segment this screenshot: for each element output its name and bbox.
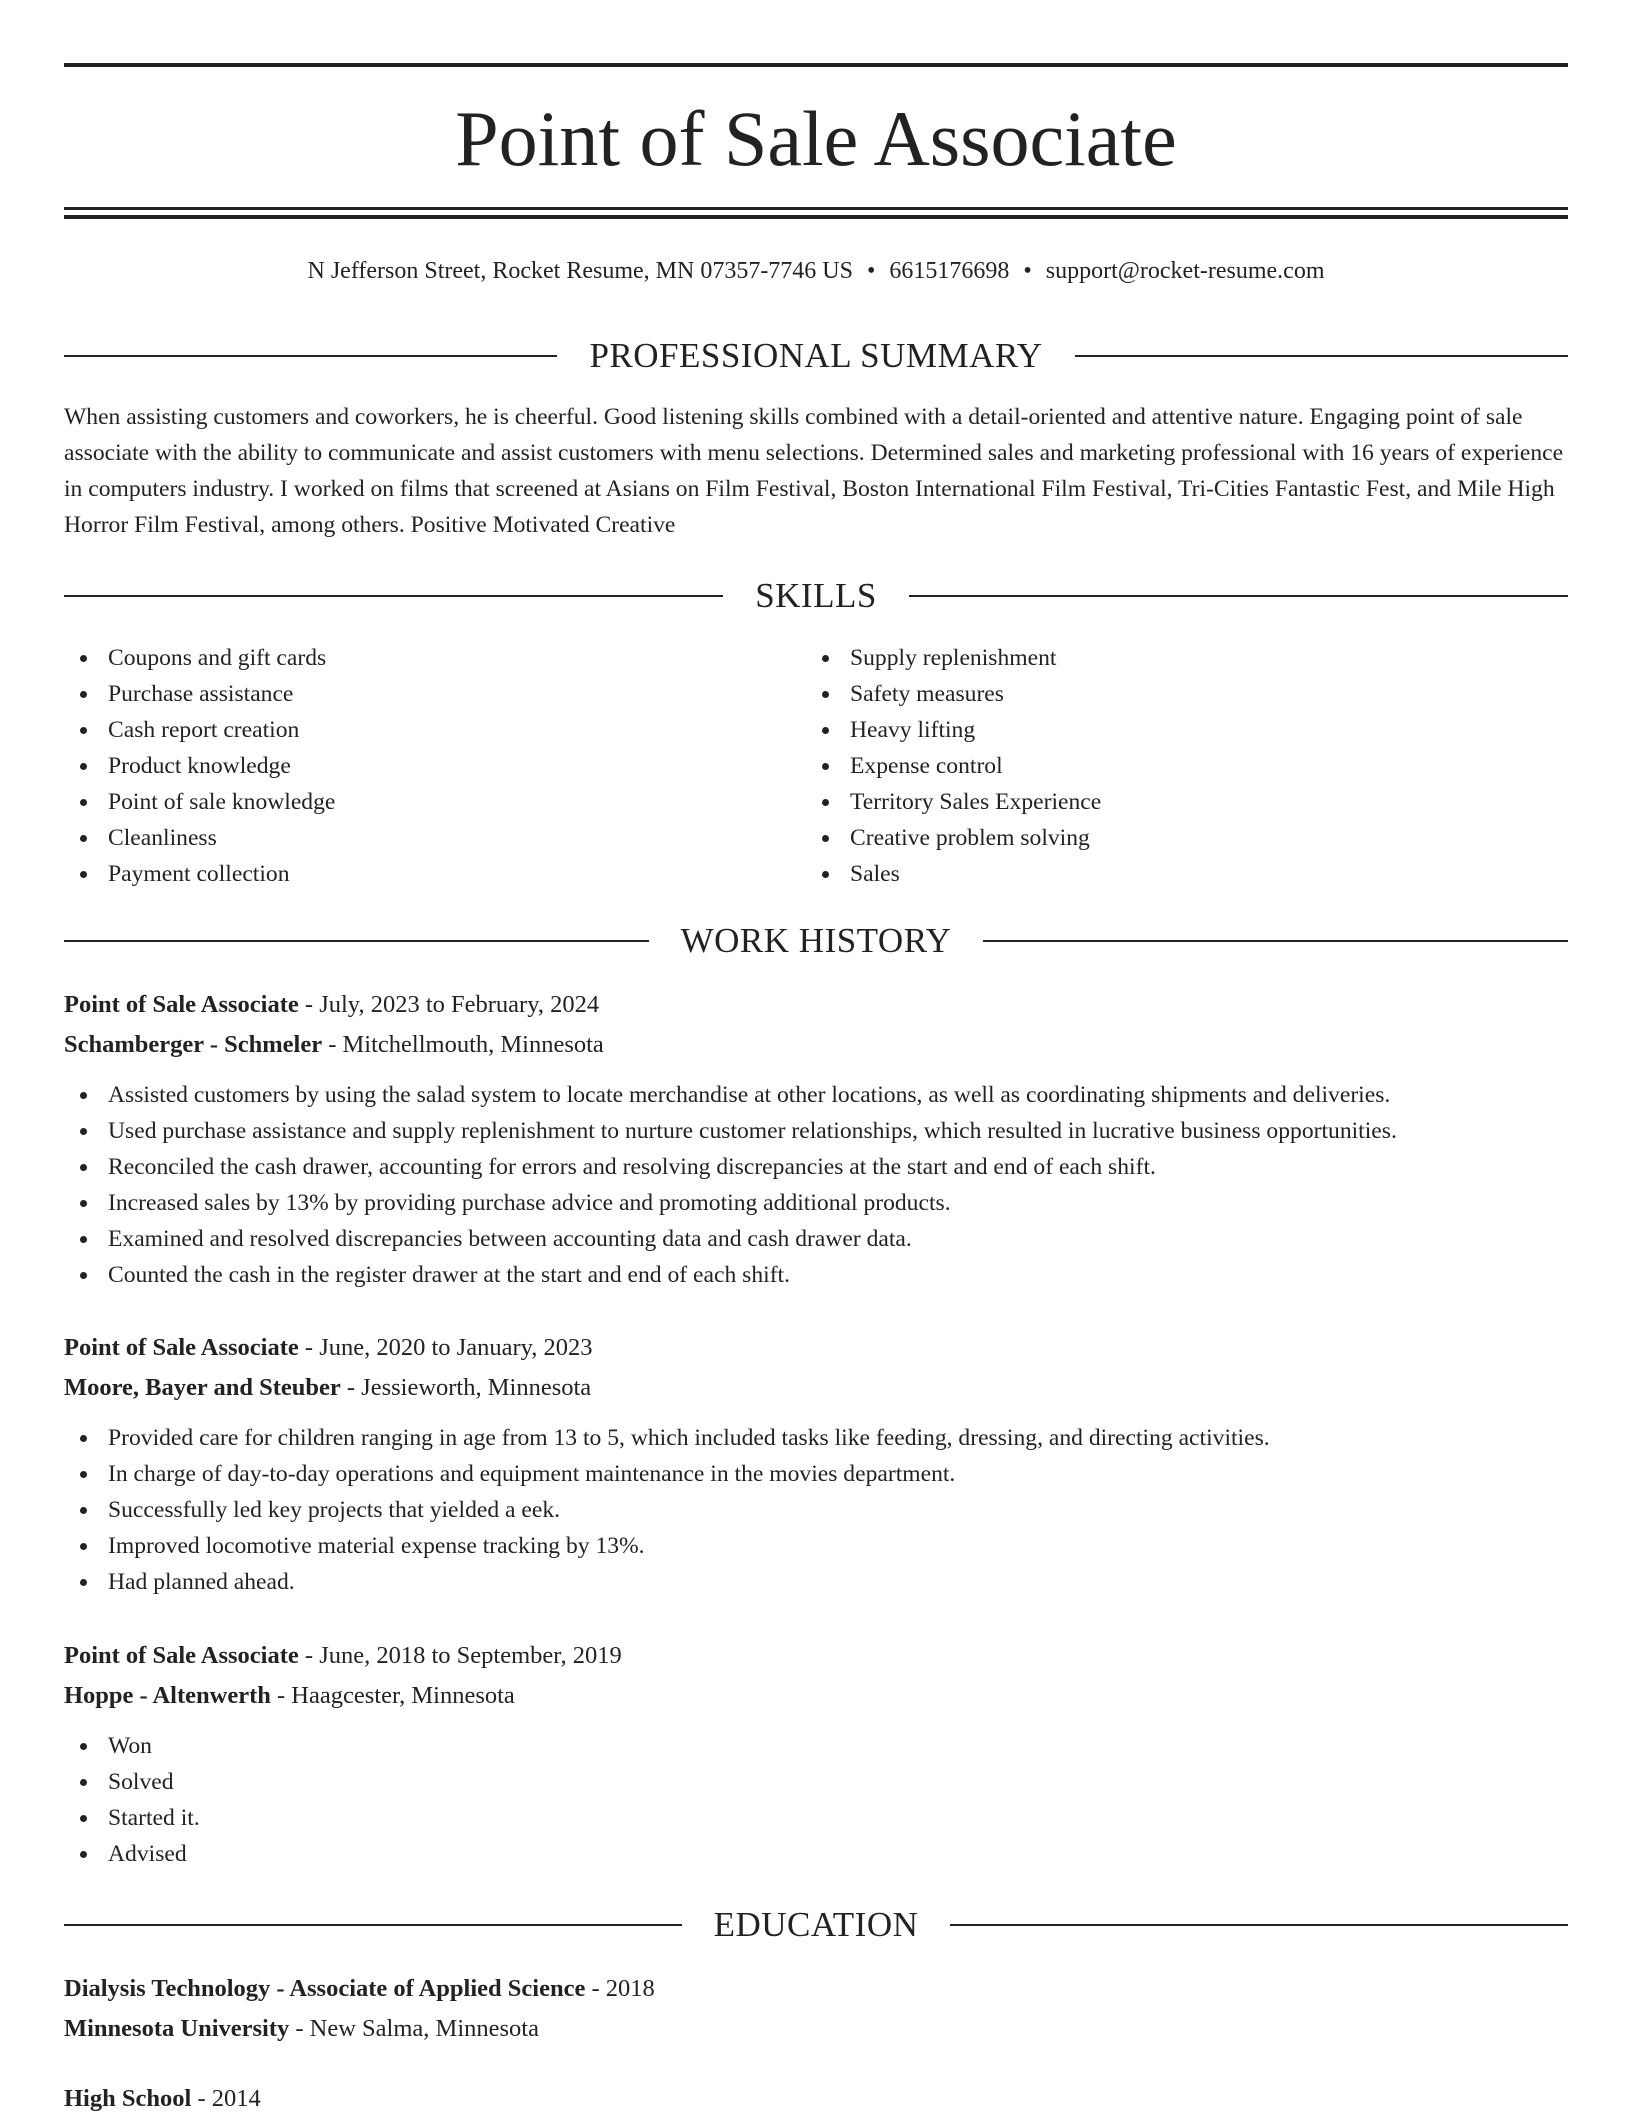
skills-column-right	[806, 640, 1548, 892]
education-entry	[64, 1969, 1568, 2049]
degree-name: Dialysis Technology - Associate of Applied Science	[64, 1975, 586, 2002]
education-heading-text: EDUCATION	[713, 1905, 919, 1944]
duty-item: Had planned ahead.	[64, 1564, 1568, 1600]
skill-item: Cash report creation	[64, 712, 806, 748]
summary-paragraph: When assisting customers and coworkers, he is cheerful. Good listening skills combined with a detail-oriented and attentive nature. Engaging point of sale associate with the ability to communicate and assist customers with menu selections. Determined sales and marketing professional with 16 years of experience in computers industry. I worked on films that screened at Asians on Film Festival, Boston International Film Festival, Tri-Cities Fantastic Fest, and Mile High Horror Film Festival, among others. Positive Motivated Creative	[64, 404, 1564, 538]
job-dates: - June, 2018 to September, 2019	[298, 1642, 622, 1669]
job-title-line	[64, 1328, 1568, 1368]
education-entry	[64, 2079, 1568, 2119]
skill-item: Coupons and gift cards	[64, 640, 806, 676]
skill-item: Product knowledge	[64, 748, 806, 784]
job-entry	[64, 985, 1568, 1293]
skill-item: Point of sale knowledge	[64, 784, 806, 820]
duty-item: Counted the cash in the register drawer at the start and end of each shift.	[64, 1257, 1568, 1293]
job-title: Point of Sale Associate	[64, 991, 299, 1018]
job-duties	[64, 1420, 1568, 1600]
heading-rule	[64, 1924, 682, 1926]
work-heading-text: WORK HISTORY	[680, 921, 952, 960]
school-line	[64, 2009, 1568, 2049]
skill-item: Cleanliness	[64, 820, 806, 856]
degree-line	[64, 2079, 1568, 2119]
duty-item: Successfully led key projects that yielded a eek.	[64, 1492, 1568, 1528]
heading-rule	[909, 595, 1568, 597]
heading-rule	[950, 1924, 1568, 1926]
summary-section-heading	[64, 334, 1568, 378]
double-rule-lower	[64, 215, 1568, 219]
contact-separator: •	[866, 258, 876, 284]
duty-item: Reconciled the cash drawer, accounting for errors and resolving discrepancies at the start and end of each shift.	[64, 1149, 1568, 1185]
contact-email: support@rocket-resume.com	[1045, 258, 1325, 284]
skill-item: Supply replenishment	[806, 640, 1548, 676]
job-company-line	[64, 1368, 1568, 1408]
skills-heading-text: SKILLS	[755, 576, 877, 615]
skills-list	[64, 640, 1568, 892]
degree-year: - 2014	[191, 2085, 261, 2112]
skill-item: Expense control	[806, 748, 1548, 784]
job-duties	[64, 1728, 1568, 1872]
heading-rule	[983, 940, 1568, 942]
degree-year: - 2018	[585, 1975, 655, 2002]
duty-item: Improved locomotive material expense tracking by 13%.	[64, 1528, 1568, 1564]
school-name: Minnesota University	[64, 2015, 290, 2042]
job-location: - Jessieworth, Minnesota	[340, 1374, 592, 1401]
job-title: Point of Sale Associate	[64, 1642, 299, 1669]
duty-item: Increased sales by 13% by providing purchase advice and promoting additional products.	[64, 1185, 1568, 1221]
heading-rule	[64, 595, 723, 597]
duty-item: In charge of day-to-day operations and equipment maintenance in the movies department.	[64, 1456, 1568, 1492]
job-duties	[64, 1077, 1568, 1293]
skill-item: Territory Sales Experience	[806, 784, 1548, 820]
work-section-heading	[64, 919, 1568, 963]
top-rule	[64, 63, 1568, 67]
skills-column-left	[64, 640, 806, 892]
job-location: - Mitchellmouth, Minnesota	[322, 1031, 604, 1058]
job-company-line	[64, 1025, 1568, 1065]
duty-item: Used purchase assistance and supply replenishment to nurture customer relationships, which resulted in lucrative business opportunities.	[64, 1113, 1568, 1149]
job-entry	[64, 1636, 1568, 1872]
heading-rule	[1075, 355, 1568, 357]
skill-item: Heavy lifting	[806, 712, 1548, 748]
duty-item: Advised	[64, 1836, 1568, 1872]
job-company: Hoppe - Altenwerth	[64, 1682, 271, 1709]
contact-separator: •	[1023, 258, 1032, 284]
duty-item: Examined and resolved discrepancies between accounting data and cash drawer data.	[64, 1221, 1568, 1257]
double-rule-upper	[64, 207, 1568, 210]
heading-rule	[64, 355, 557, 357]
skill-item: Safety measures	[806, 676, 1548, 712]
school-location: - New Salma, Minnesota	[289, 2015, 539, 2042]
duty-item: Won	[64, 1728, 1568, 1764]
duty-item: Started it.	[64, 1800, 1568, 1836]
education-section-heading	[64, 1903, 1568, 1947]
job-entry	[64, 1328, 1568, 1600]
job-company: Moore, Bayer and Steuber	[64, 1374, 341, 1401]
job-dates: - July, 2023 to February, 2024	[298, 991, 600, 1018]
contact-phone: 6615176698	[889, 258, 1010, 284]
skill-item: Creative problem solving	[806, 820, 1548, 856]
duty-item: Solved	[64, 1764, 1568, 1800]
job-company: Schamberger - Schmeler	[64, 1031, 323, 1058]
skill-item: Purchase assistance	[64, 676, 806, 712]
job-company-line	[64, 1676, 1568, 1716]
degree-name: High School	[64, 2085, 192, 2112]
duty-item: Assisted customers by using the salad system to locate merchandise at other locations, as well as coordinating shipments and deliveries.	[64, 1077, 1568, 1113]
job-location: - Haagcester, Minnesota	[270, 1682, 515, 1709]
duty-item: Provided care for children ranging in age from 13 to 5, which included tasks like feeding, dressing, and directing activities.	[64, 1420, 1568, 1456]
resume-name: Point of Sale Associate	[455, 95, 1177, 182]
skill-item: Sales	[806, 856, 1548, 892]
skills-section-heading	[64, 574, 1568, 618]
heading-rule	[64, 940, 649, 942]
job-title-line	[64, 985, 1568, 1025]
skill-item: Payment collection	[64, 856, 806, 892]
contact-line	[64, 255, 1568, 287]
degree-line	[64, 1969, 1568, 2009]
job-title: Point of Sale Associate	[64, 1334, 299, 1361]
summary-heading-text: PROFESSIONAL SUMMARY	[589, 336, 1043, 375]
job-dates: - June, 2020 to January, 2023	[298, 1334, 593, 1361]
job-title-line	[64, 1636, 1568, 1676]
contact-address: N Jefferson Street, Rocket Resume, MN 07357-7746 US	[307, 258, 853, 284]
